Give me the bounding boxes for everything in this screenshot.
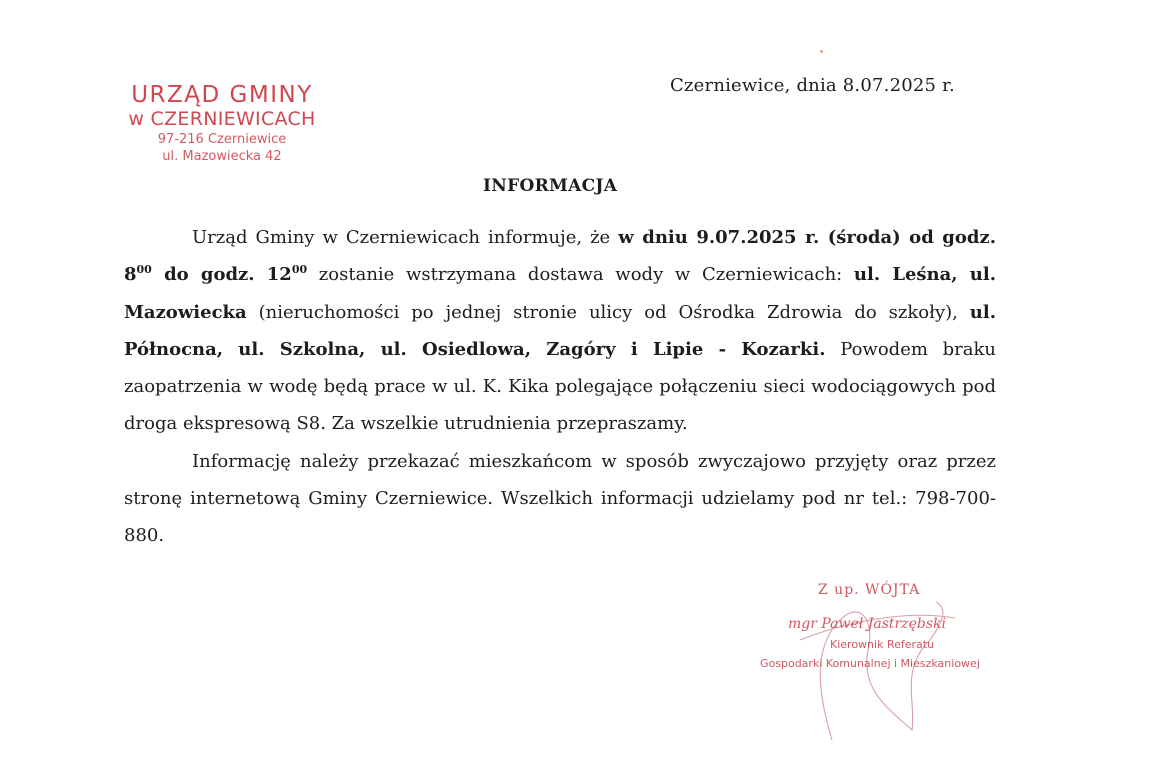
stamp-line-2: w CZERNIEWICACH (128, 108, 316, 130)
p1-bold-date: w dniu 9.07.2025 r. (środa) od godz. 8 (124, 227, 996, 286)
p1-bold-streets-2: ul. Północna, ul. Szkolna, ul. Osiedlowa, Zagóry i Lipie - Kozarki. (124, 301, 996, 360)
speck-dot (820, 50, 823, 53)
paragraph-2: Informację należy przekazać mieszkańcom w sposób zwyczajowo przyjęty oraz przez stronę internetową Gminy Czerniewice. Wszelkich informacji udzielamy pod nr tel.: 798-700-880. (124, 450, 996, 547)
p1-text-2: zostanie wstrzymana dostawa wody w Czerniewicach: (307, 264, 854, 286)
signature-stamp (740, 580, 1040, 750)
p1-sup-1: 00 (136, 263, 152, 277)
p1-text-4: Powodem braku zaopatrzenia w wodę będą prace w ul. K. Kika polegające połączeniu sieci wodociągowych pod droga ekspresową S8. Za wszelkie utrudnienia przepraszamy. (124, 338, 996, 435)
p1-bold-streets-1: ul. Leśna, ul. Mazowiecka (124, 264, 996, 323)
signature-line-2: mgr Paweł Jastrzębski (788, 616, 947, 632)
stamp-line-4: ul. Mazowiecka 42 (162, 149, 282, 164)
signature-line-3: Kierownik Referatu (830, 638, 935, 651)
p1-sup-2: 00 (291, 263, 308, 277)
signature-line-1: Z up. WÓJTA (818, 582, 921, 598)
stamp-line-3: 97-216 Czerniewice (157, 132, 287, 147)
p1-bold-time: do godz. 12 (151, 264, 292, 286)
p1-text-3: (nieruchomości po jednej stronie ulicy od Ośrodka Zdrowia do szkoły), (246, 301, 970, 323)
paragraph-1 (124, 219, 996, 443)
stamp-line-1: URZĄD GMINY (131, 82, 313, 108)
signature-line-4: Gospodarki Komunalnej i Mieszkaniowej (760, 657, 980, 670)
p1-text-1: Urząd Gminy w Czerniewicach informuje, że (192, 227, 619, 248)
document-title: INFORMACJA (483, 176, 618, 196)
office-stamp (98, 84, 346, 163)
document-body (124, 219, 996, 555)
document-date: Czerniewice, dnia 8.07.2025 r. (670, 75, 955, 96)
